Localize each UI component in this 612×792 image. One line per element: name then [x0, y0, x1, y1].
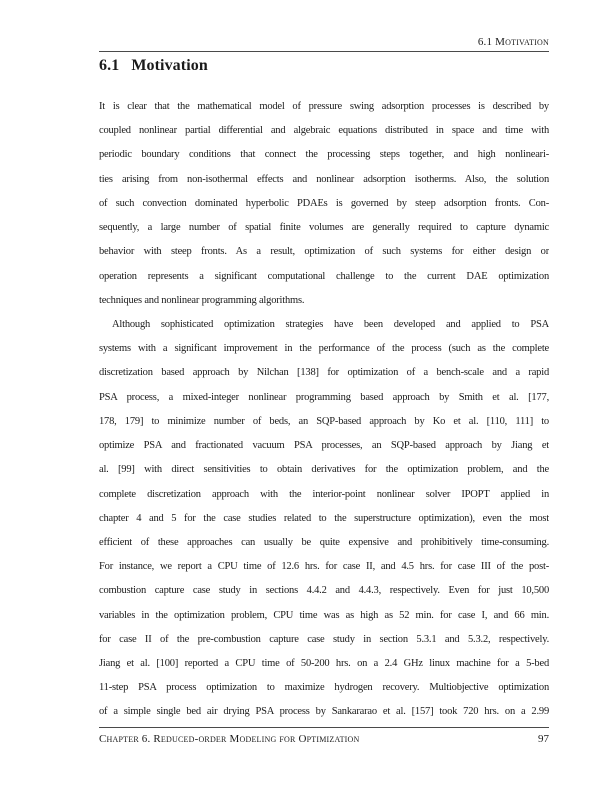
running-header-title: 6.1 Motivation	[477, 36, 549, 48]
body-line: of such convection dominated hyperbolic PDAEs is governed by steep adsorption fronts. Con-	[99, 197, 549, 209]
body-line: of a simple single bed air drying PSA process by Sankararao et al. [157] took 720 hrs. on a 2.99	[99, 706, 549, 718]
body-line: for case II of the pre-combustion capture case study in section 5.3.1 and 5.3.2, respectively.	[99, 633, 549, 645]
body-line: sequently, a large number of spatial finite volumes are generally required to capture dynamic	[99, 222, 549, 234]
body-text	[99, 95, 549, 725]
body-line: 178, 179] to minimize number of beds, an SQP-based approach by Ko et al. [110, 111] to	[99, 415, 549, 427]
body-line: al. [99] with direct sensitivities to obtain derivatives for the optimization problem, and the	[99, 464, 549, 476]
section-title: Motivation	[131, 57, 208, 74]
body-line: coupled nonlinear partial differential and algebraic equations distributed in space and time with	[99, 125, 549, 137]
body-line: complete discretization approach with the interior-point nonlinear solver IPOPT applied in	[99, 488, 549, 500]
running-header	[99, 36, 549, 49]
footer-page-number: 97	[538, 733, 549, 745]
body-line: techniques and nonlinear programming algorithms.	[99, 294, 305, 306]
body-line: Jiang et al. [100] reported a CPU time of 50-200 hrs. on a 2.4 GHz linux machine for a 5-bed	[99, 658, 549, 670]
body-line: efficient of these approaches can usually be quite expensive and prohibitively time-consuming.	[99, 536, 549, 548]
body-line: discretization based approach by Nilchan [138] for optimization of a bench-scale and a rapid	[99, 367, 549, 379]
body-line: For instance, we report a CPU time of 12.6 hrs. for case II, and 4.5 hrs. for case III of the post-	[99, 561, 549, 573]
body-line: chapter 4 and 5 for the case studies related to the superstructure optimization), even the most	[99, 512, 549, 524]
body-line: It is clear that the mathematical model of pressure swing adsorption processes is described by	[99, 101, 549, 112]
body-line: optimize PSA and fractionated vacuum PSA processes, an SQP-based approach by Jiang et	[99, 440, 549, 452]
section-number: 6.1	[99, 57, 120, 74]
body-line: behavior with steep fronts. As a result, optimization of such systems for either design or	[99, 246, 549, 258]
running-footer	[99, 732, 549, 746]
body-line: systems with a significant improvement in the performance of the process (such as the complete	[99, 343, 549, 355]
header-rule	[99, 51, 549, 52]
body-line: Although sophisticated optimization strategies have been developed and applied to PSA	[112, 318, 549, 330]
section-heading	[99, 57, 208, 75]
body-line: variables in the optimization problem, CPU time was as high as 52 min. for case I, and 66 min.	[99, 609, 549, 621]
body-line: operation represents a significant computational challenge to the current DAE optimization	[99, 270, 549, 282]
body-line: 11-step PSA process optimization to maximize hydrogen recovery. Multiobjective optimization	[99, 682, 549, 694]
body-line: ties arising from non-isothermal effects and nonlinear adsorption isotherms. Also, the solution	[99, 173, 549, 185]
footer-rule	[99, 727, 549, 728]
body-line: periodic boundary conditions that connect the processing steps together, and high nonlineari-	[99, 149, 549, 161]
body-line: combustion capture case study in sections 4.4.2 and 4.4.3, respectively. Even for just 10,500	[99, 585, 549, 597]
footer-chapter-label: Chapter 6. Reduced-order Modeling for Optimization	[99, 733, 360, 745]
body-line: PSA process, a mixed-integer nonlinear programming based approach by Smith et al. [177,	[99, 391, 549, 403]
